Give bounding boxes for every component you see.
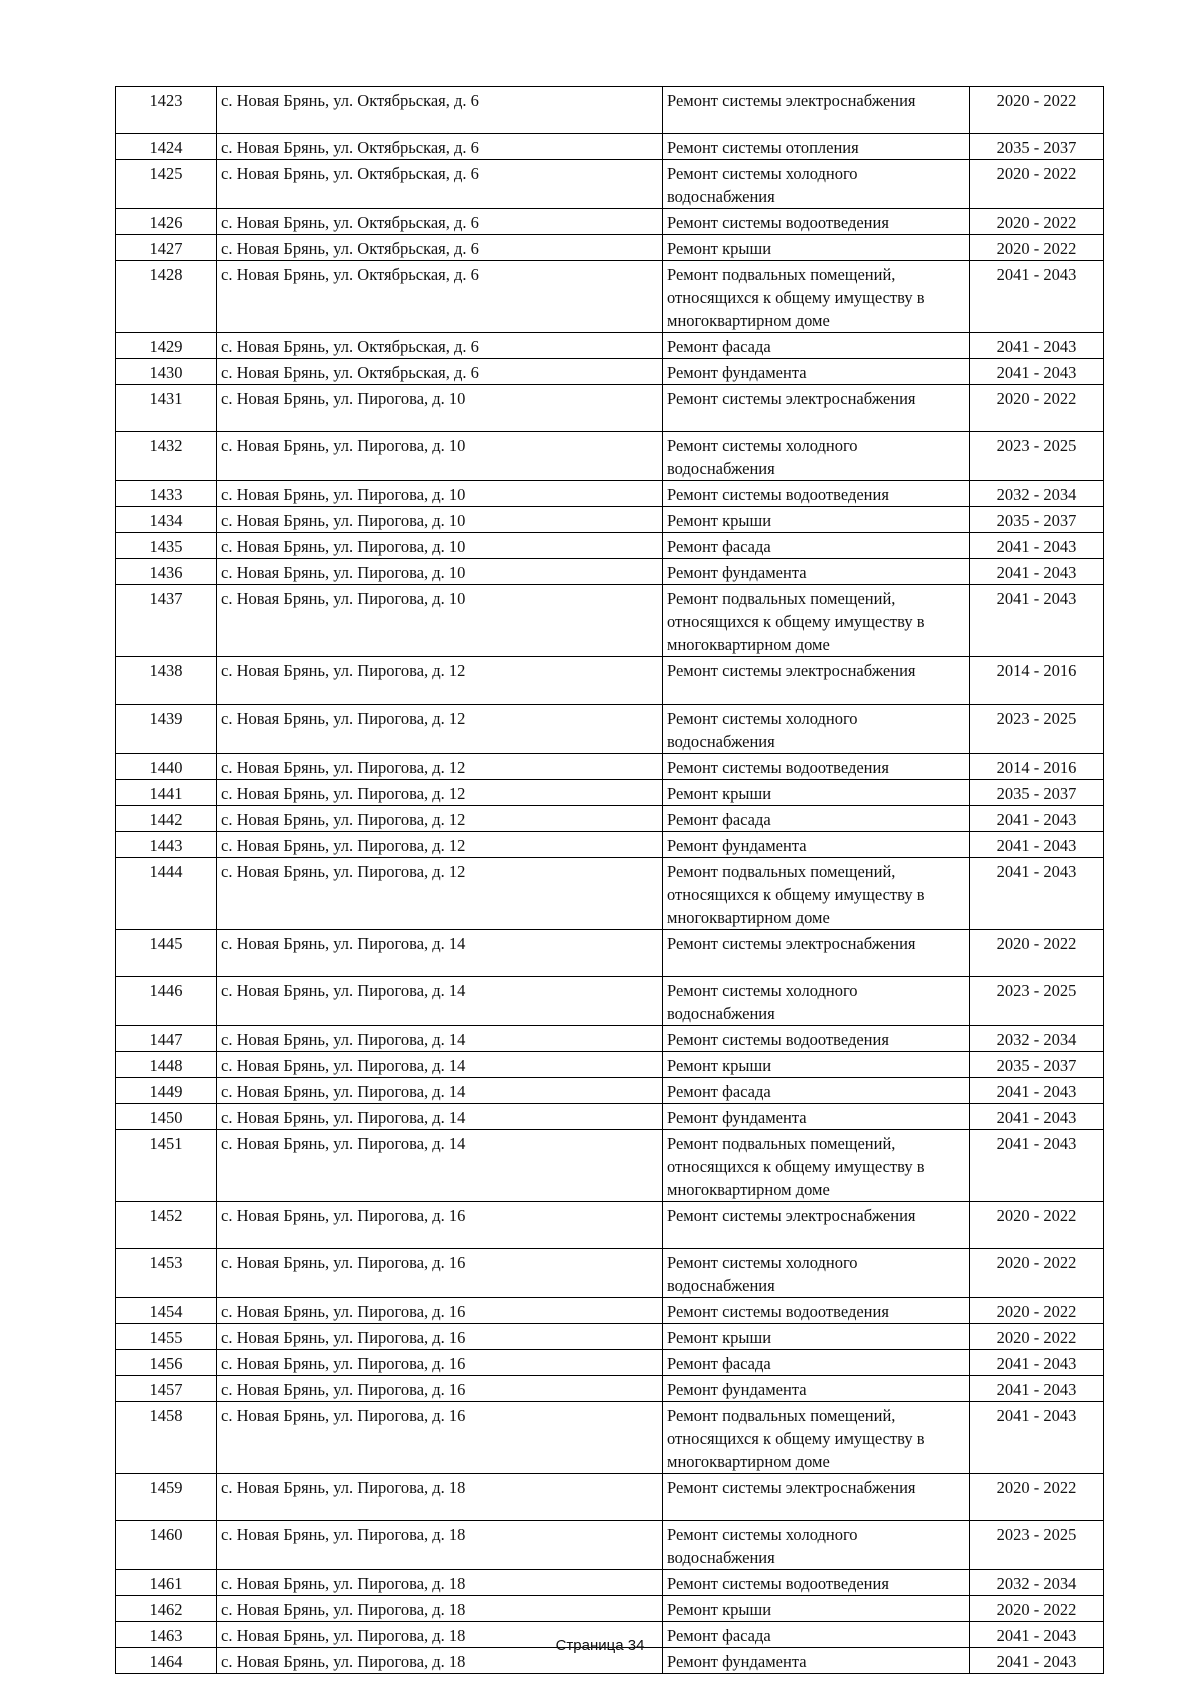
table-row	[116, 831, 1104, 857]
address-cell: с. Новая Брянь, ул. Пирогова, д. 16	[217, 1349, 663, 1375]
address-cell: с. Новая Брянь, ул. Пирогова, д. 10	[217, 533, 663, 559]
address-cell: с. Новая Брянь, ул. Пирогова, д. 14	[217, 929, 663, 976]
period-cell: 2041 - 2043	[970, 1349, 1104, 1375]
row-number: 1428	[116, 261, 217, 333]
period-cell: 2023 - 2025	[970, 432, 1104, 481]
address-cell: с. Новая Брянь, ул. Пирогова, д. 10	[217, 559, 663, 585]
work-type-cell: Ремонт фасада	[663, 1622, 970, 1648]
period-cell: 2041 - 2043	[970, 559, 1104, 585]
period-cell: 2020 - 2022	[970, 385, 1104, 432]
period-cell: 2014 - 2016	[970, 657, 1104, 704]
row-number: 1425	[116, 160, 217, 209]
row-number: 1461	[116, 1570, 217, 1596]
table-row	[116, 481, 1104, 507]
work-type-cell: Ремонт системы отопления	[663, 134, 970, 160]
table-row	[116, 235, 1104, 261]
row-number: 1448	[116, 1051, 217, 1077]
period-cell: 2041 - 2043	[970, 333, 1104, 359]
table-row	[116, 585, 1104, 657]
address-cell: с. Новая Брянь, ул. Пирогова, д. 14	[217, 1025, 663, 1051]
work-type-cell: Ремонт системы водоотведения	[663, 1297, 970, 1323]
table-row	[116, 432, 1104, 481]
period-cell: 2020 - 2022	[970, 929, 1104, 976]
work-type-cell: Ремонт фундамента	[663, 831, 970, 857]
period-cell: 2041 - 2043	[970, 533, 1104, 559]
work-type-cell: Ремонт крыши	[663, 1323, 970, 1349]
row-number: 1427	[116, 235, 217, 261]
work-type-cell: Ремонт системы водоотведения	[663, 481, 970, 507]
address-cell: с. Новая Брянь, ул. Пирогова, д. 16	[217, 1248, 663, 1297]
period-cell: 2035 - 2037	[970, 134, 1104, 160]
address-cell: с. Новая Брянь, ул. Пирогова, д. 14	[217, 1129, 663, 1201]
work-type-cell: Ремонт фасада	[663, 1077, 970, 1103]
address-cell: с. Новая Брянь, ул. Октябрьская, д. 6	[217, 235, 663, 261]
period-cell: 2035 - 2037	[970, 1051, 1104, 1077]
row-number: 1433	[116, 481, 217, 507]
address-cell: с. Новая Брянь, ул. Пирогова, д. 10	[217, 385, 663, 432]
table-row	[116, 261, 1104, 333]
period-cell: 2020 - 2022	[970, 87, 1104, 134]
work-type-cell: Ремонт системы холодного водоснабжения	[663, 432, 970, 481]
row-number: 1431	[116, 385, 217, 432]
row-number: 1430	[116, 359, 217, 385]
period-cell: 2041 - 2043	[970, 1103, 1104, 1129]
address-cell: с. Новая Брянь, ул. Пирогова, д. 12	[217, 831, 663, 857]
period-cell: 2014 - 2016	[970, 753, 1104, 779]
table-row	[116, 160, 1104, 209]
work-type-cell: Ремонт крыши	[663, 779, 970, 805]
period-cell: 2041 - 2043	[970, 1129, 1104, 1201]
period-cell: 2020 - 2022	[970, 209, 1104, 235]
table-row	[116, 87, 1104, 134]
period-cell: 2041 - 2043	[970, 805, 1104, 831]
table-row	[116, 779, 1104, 805]
work-type-cell: Ремонт системы электроснабжения	[663, 87, 970, 134]
row-number: 1455	[116, 1323, 217, 1349]
row-number: 1439	[116, 704, 217, 753]
work-type-cell: Ремонт системы водоотведения	[663, 209, 970, 235]
period-cell: 2041 - 2043	[970, 857, 1104, 929]
table-row	[116, 704, 1104, 753]
table-row	[116, 657, 1104, 704]
row-number: 1440	[116, 753, 217, 779]
work-type-cell: Ремонт системы холодного водоснабжения	[663, 704, 970, 753]
period-cell: 2041 - 2043	[970, 1622, 1104, 1648]
address-cell: с. Новая Брянь, ул. Пирогова, д. 16	[217, 1401, 663, 1473]
table-row	[116, 857, 1104, 929]
row-number: 1449	[116, 1077, 217, 1103]
address-cell: с. Новая Брянь, ул. Пирогова, д. 18	[217, 1473, 663, 1520]
address-cell: с. Новая Брянь, ул. Пирогова, д. 16	[217, 1297, 663, 1323]
period-cell: 2023 - 2025	[970, 976, 1104, 1025]
row-number: 1445	[116, 929, 217, 976]
address-cell: с. Новая Брянь, ул. Пирогова, д. 14	[217, 1077, 663, 1103]
table-row	[116, 1051, 1104, 1077]
work-type-cell: Ремонт фасада	[663, 805, 970, 831]
address-cell: с. Новая Брянь, ул. Октябрьская, д. 6	[217, 87, 663, 134]
work-type-cell: Ремонт крыши	[663, 1596, 970, 1622]
table-row	[116, 976, 1104, 1025]
address-cell: с. Новая Брянь, ул. Пирогова, д. 10	[217, 507, 663, 533]
row-number: 1438	[116, 657, 217, 704]
period-cell: 2020 - 2022	[970, 1248, 1104, 1297]
work-type-cell: Ремонт фундамента	[663, 1375, 970, 1401]
address-cell: с. Новая Брянь, ул. Пирогова, д. 12	[217, 657, 663, 704]
row-number: 1437	[116, 585, 217, 657]
table-row	[116, 1349, 1104, 1375]
work-type-cell: Ремонт системы холодного водоснабжения	[663, 160, 970, 209]
row-number: 1426	[116, 209, 217, 235]
address-cell: с. Новая Брянь, ул. Октябрьская, д. 6	[217, 134, 663, 160]
address-cell: с. Новая Брянь, ул. Пирогова, д. 10	[217, 585, 663, 657]
row-number: 1459	[116, 1473, 217, 1520]
table-row	[116, 209, 1104, 235]
row-number: 1464	[116, 1648, 217, 1674]
address-cell: с. Новая Брянь, ул. Октябрьская, д. 6	[217, 333, 663, 359]
period-cell: 2020 - 2022	[970, 1297, 1104, 1323]
work-type-cell: Ремонт подвальных помещений, относящихся к общему имуществу в многоквартирном доме	[663, 1129, 970, 1201]
table-row	[116, 1521, 1104, 1570]
table-row	[116, 1025, 1104, 1051]
table-row	[116, 359, 1104, 385]
address-cell: с. Новая Брянь, ул. Пирогова, д. 16	[217, 1375, 663, 1401]
work-type-cell: Ремонт системы электроснабжения	[663, 1201, 970, 1248]
period-cell: 2041 - 2043	[970, 359, 1104, 385]
table-row	[116, 385, 1104, 432]
row-number: 1460	[116, 1521, 217, 1570]
work-type-cell: Ремонт подвальных помещений, относящихся к общему имуществу в многоквартирном доме	[663, 857, 970, 929]
work-type-cell: Ремонт крыши	[663, 507, 970, 533]
address-cell: с. Новая Брянь, ул. Пирогова, д. 10	[217, 481, 663, 507]
period-cell: 2041 - 2043	[970, 585, 1104, 657]
row-number: 1458	[116, 1401, 217, 1473]
period-cell: 2041 - 2043	[970, 1648, 1104, 1674]
row-number: 1462	[116, 1596, 217, 1622]
period-cell: 2041 - 2043	[970, 1077, 1104, 1103]
row-number: 1429	[116, 333, 217, 359]
address-cell: с. Новая Брянь, ул. Пирогова, д. 12	[217, 779, 663, 805]
row-number: 1453	[116, 1248, 217, 1297]
row-number: 1435	[116, 533, 217, 559]
address-cell: с. Новая Брянь, ул. Пирогова, д. 18	[217, 1596, 663, 1622]
table-row	[116, 1596, 1104, 1622]
row-number: 1444	[116, 857, 217, 929]
table-row	[116, 929, 1104, 976]
period-cell: 2041 - 2043	[970, 1401, 1104, 1473]
row-number: 1447	[116, 1025, 217, 1051]
address-cell: с. Новая Брянь, ул. Пирогова, д. 18	[217, 1521, 663, 1570]
table-row	[116, 1077, 1104, 1103]
address-cell: с. Новая Брянь, ул. Пирогова, д. 12	[217, 704, 663, 753]
address-cell: с. Новая Брянь, ул. Пирогова, д. 14	[217, 1103, 663, 1129]
period-cell: 2032 - 2034	[970, 481, 1104, 507]
row-number: 1434	[116, 507, 217, 533]
table-row	[116, 805, 1104, 831]
work-type-cell: Ремонт фасада	[663, 1349, 970, 1375]
work-type-cell: Ремонт фундамента	[663, 1648, 970, 1674]
address-cell: с. Новая Брянь, ул. Пирогова, д. 18	[217, 1570, 663, 1596]
row-number: 1454	[116, 1297, 217, 1323]
row-number: 1451	[116, 1129, 217, 1201]
period-cell: 2020 - 2022	[970, 1596, 1104, 1622]
address-cell: с. Новая Брянь, ул. Пирогова, д. 14	[217, 1051, 663, 1077]
period-cell: 2023 - 2025	[970, 704, 1104, 753]
row-number: 1424	[116, 134, 217, 160]
period-cell: 2020 - 2022	[970, 235, 1104, 261]
work-type-cell: Ремонт фундамента	[663, 559, 970, 585]
period-cell: 2020 - 2022	[970, 1473, 1104, 1520]
table-row	[116, 1323, 1104, 1349]
work-type-cell: Ремонт фасада	[663, 333, 970, 359]
period-cell: 2020 - 2022	[970, 1323, 1104, 1349]
table-row	[116, 753, 1104, 779]
address-cell: с. Новая Брянь, ул. Пирогова, д. 16	[217, 1201, 663, 1248]
table-row	[116, 1297, 1104, 1323]
row-number: 1463	[116, 1622, 217, 1648]
address-cell: с. Новая Брянь, ул. Пирогова, д. 14	[217, 976, 663, 1025]
table-row	[116, 507, 1104, 533]
work-type-cell: Ремонт фундамента	[663, 1103, 970, 1129]
work-type-cell: Ремонт системы электроснабжения	[663, 657, 970, 704]
table-row	[116, 1473, 1104, 1520]
period-cell: 2035 - 2037	[970, 507, 1104, 533]
work-type-cell: Ремонт системы холодного водоснабжения	[663, 1521, 970, 1570]
table-body	[116, 87, 1104, 1674]
row-number: 1432	[116, 432, 217, 481]
row-number: 1441	[116, 779, 217, 805]
table-row	[116, 333, 1104, 359]
row-number: 1446	[116, 976, 217, 1025]
work-type-cell: Ремонт подвальных помещений, относящихся к общему имуществу в многоквартирном доме	[663, 261, 970, 333]
period-cell: 2041 - 2043	[970, 261, 1104, 333]
row-number: 1452	[116, 1201, 217, 1248]
work-type-cell: Ремонт системы электроснабжения	[663, 385, 970, 432]
table-row	[116, 1201, 1104, 1248]
address-cell: с. Новая Брянь, ул. Пирогова, д. 18	[217, 1648, 663, 1674]
address-cell: с. Новая Брянь, ул. Пирогова, д. 16	[217, 1323, 663, 1349]
work-type-cell: Ремонт крыши	[663, 1051, 970, 1077]
period-cell: 2041 - 2043	[970, 1375, 1104, 1401]
work-type-cell: Ремонт системы электроснабжения	[663, 1473, 970, 1520]
address-cell: с. Новая Брянь, ул. Октябрьская, д. 6	[217, 359, 663, 385]
row-number: 1442	[116, 805, 217, 831]
work-type-cell: Ремонт системы холодного водоснабжения	[663, 1248, 970, 1297]
row-number: 1457	[116, 1375, 217, 1401]
table-row	[116, 1570, 1104, 1596]
period-cell: 2020 - 2022	[970, 160, 1104, 209]
table-row	[116, 134, 1104, 160]
address-cell: с. Новая Брянь, ул. Пирогова, д. 12	[217, 805, 663, 831]
address-cell: с. Новая Брянь, ул. Октябрьская, д. 6	[217, 261, 663, 333]
work-type-cell: Ремонт системы холодного водоснабжения	[663, 976, 970, 1025]
period-cell: 2032 - 2034	[970, 1025, 1104, 1051]
work-type-cell: Ремонт системы водоотведения	[663, 1025, 970, 1051]
table-row	[116, 1401, 1104, 1473]
row-number: 1450	[116, 1103, 217, 1129]
work-type-cell: Ремонт подвальных помещений, относящихся к общему имуществу в многоквартирном доме	[663, 585, 970, 657]
address-cell: с. Новая Брянь, ул. Пирогова, д. 18	[217, 1622, 663, 1648]
table-row	[116, 1103, 1104, 1129]
work-type-cell: Ремонт фундамента	[663, 359, 970, 385]
row-number: 1443	[116, 831, 217, 857]
period-cell: 2041 - 2043	[970, 831, 1104, 857]
table-row	[116, 1248, 1104, 1297]
work-type-cell: Ремонт подвальных помещений, относящихся к общему имуществу в многоквартирном доме	[663, 1401, 970, 1473]
address-cell: с. Новая Брянь, ул. Пирогова, д. 12	[217, 857, 663, 929]
page-number: Страница 34	[555, 1637, 645, 1654]
period-cell: 2023 - 2025	[970, 1521, 1104, 1570]
work-type-cell: Ремонт системы водоотведения	[663, 1570, 970, 1596]
address-cell: с. Новая Брянь, ул. Октябрьская, д. 6	[217, 160, 663, 209]
row-number: 1456	[116, 1349, 217, 1375]
period-cell: 2020 - 2022	[970, 1201, 1104, 1248]
address-cell: с. Новая Брянь, ул. Октябрьская, д. 6	[217, 209, 663, 235]
row-number: 1423	[116, 87, 217, 134]
work-type-cell: Ремонт фасада	[663, 533, 970, 559]
work-type-cell: Ремонт крыши	[663, 235, 970, 261]
period-cell: 2032 - 2034	[970, 1570, 1104, 1596]
row-number: 1436	[116, 559, 217, 585]
address-cell: с. Новая Брянь, ул. Пирогова, д. 12	[217, 753, 663, 779]
period-cell: 2035 - 2037	[970, 779, 1104, 805]
table-row	[116, 1129, 1104, 1201]
work-type-cell: Ремонт системы электроснабжения	[663, 929, 970, 976]
table-row	[116, 1375, 1104, 1401]
repair-schedule-table	[115, 86, 1104, 1674]
table-row	[116, 559, 1104, 585]
table-row	[116, 533, 1104, 559]
address-cell: с. Новая Брянь, ул. Пирогова, д. 10	[217, 432, 663, 481]
work-type-cell: Ремонт системы водоотведения	[663, 753, 970, 779]
